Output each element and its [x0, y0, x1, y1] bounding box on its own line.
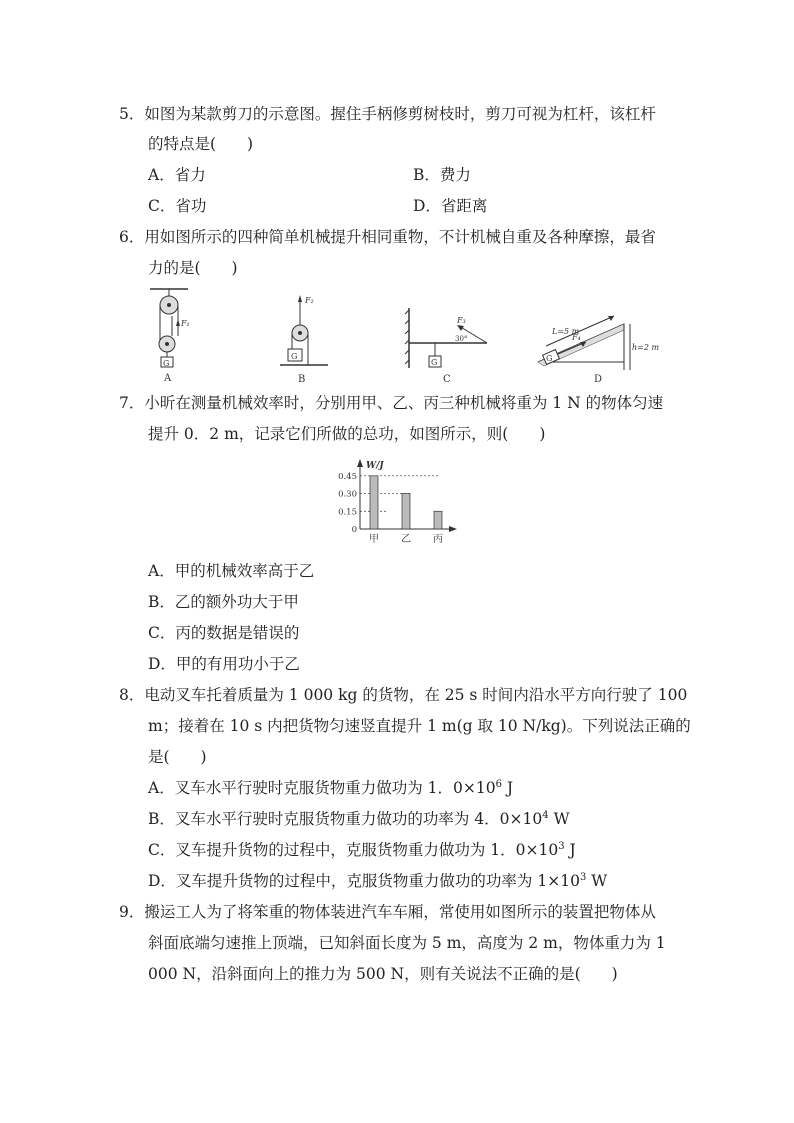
- q6-stem-line2: 力的是( ): [148, 259, 238, 277]
- q9-stem-line3: 000 N，沿斜面向上的推力为 500 N，则有关说法不正确的是( ): [148, 965, 618, 983]
- fig-d-height: h=2 m: [632, 343, 660, 352]
- q8-option-d: D．叉车提升货物的过程中，克服货物重力做功的功率为 $1\times 10^3$ W: [148, 871, 608, 890]
- chart-y-tick-label: 0: [351, 525, 357, 535]
- q5-option-d: D．省距离: [413, 197, 488, 215]
- fig-b-caption: B: [298, 374, 306, 385]
- q5-option-a: A．省力: [148, 166, 206, 184]
- chart-bar: [370, 476, 378, 529]
- q6-figure-b: [280, 293, 330, 386]
- fig-c-force: F₃: [457, 316, 466, 325]
- chart-bar: [402, 494, 410, 529]
- chart-x-tick-label: 丙: [433, 534, 443, 545]
- q5-option-c: C．省功: [148, 197, 207, 215]
- q7-option-b: B．乙的额外功大于甲: [148, 593, 299, 611]
- fig-b-force: F₂: [305, 296, 314, 305]
- fig-c-angle: 30°: [455, 335, 468, 343]
- q6-figure-d: [528, 300, 678, 386]
- q8-option-c: C．叉车提升货物的过程中，克服货物重力做功为 1．$0\times 10^3$ J: [148, 840, 576, 859]
- fig-d-weight: G: [546, 354, 553, 363]
- fig-d-force: F₄: [572, 333, 581, 342]
- fig-c-caption: C: [443, 374, 451, 385]
- chart-x-tick-label: 甲: [369, 534, 379, 545]
- q8-stem-line1: 8．电动叉车托着质量为 1 000 kg 的货物，在 25 s 时间内沿水平方向行驶了 100: [119, 686, 688, 704]
- fig-d-length: L=5 m: [552, 327, 580, 336]
- q5-option-b: B．费力: [413, 166, 471, 184]
- q6-stem-line1: 6．用如图所示的四种简单机械提升相同重物，不计机械自重及各种摩擦，最省: [119, 228, 656, 246]
- q8-option-a: A．叉车水平行驶时克服货物重力做功为 1．$0\times 10^6$ J: [148, 778, 514, 797]
- q8-option-b: B．叉车水平行驶时克服货物重力做功的功率为 4．$0\times 10^4$ W: [148, 809, 570, 828]
- q8-stem-line3: 是( ): [148, 748, 207, 766]
- q6-figure-c: [403, 306, 493, 386]
- chart-x-tick-label: 乙: [401, 534, 411, 545]
- fig-a-caption: A: [164, 373, 172, 384]
- fig-d-caption: D: [594, 374, 603, 385]
- chart-bar: [434, 511, 442, 529]
- q7-option-d: D．甲的有用功小于乙: [148, 655, 300, 673]
- q7-option-c: C．丙的数据是错误的: [148, 624, 300, 642]
- chart-y-tick-label: 0.45: [338, 471, 357, 482]
- q6-figure-a: [148, 286, 196, 386]
- chart-y-tick-label: 0.30: [338, 489, 357, 500]
- q8-stem-line2: m；接着在 10 s 内把货物匀速竖直提升 1 m(g 取 10 N/kg)。下列说法正确的: [148, 717, 691, 735]
- q5-stem-line1: 5．如图为某款剪刀的示意图。握住手柄修剪树枝时，剪刀可视为杠杆，该杠杆: [119, 105, 656, 123]
- fig-a-weight: G: [163, 359, 170, 368]
- fig-b-weight: G: [291, 352, 298, 361]
- q9-stem-line2: 斜面底端匀速推上顶端，已知斜面长度为 5 m，高度为 2 m，物体重力为 1: [148, 934, 666, 952]
- chart-y-tick-label: 0.15: [338, 507, 357, 518]
- chart-ylabel: W/J: [366, 461, 384, 471]
- q9-stem-line1: 9．搬运工人为了将笨重的物体装进汽车车厢，常使用如图所示的装置把物体从: [119, 903, 656, 921]
- q7-option-a: A．甲的机械效率高于乙: [148, 562, 315, 580]
- q7-stem-line2: 提升 0．2 m，记录它们所做的总功，如图所示，则( ): [148, 425, 546, 443]
- fig-c-weight: G: [431, 358, 438, 367]
- q7-stem-line1: 7．小昕在测量机械效率时，分别用甲、乙、丙三种机械将重为 1 N 的物体匀速: [119, 394, 664, 412]
- fig-a-force: F₁: [181, 319, 190, 328]
- q7-work-bar-chart: [330, 456, 460, 546]
- q5-stem-line2: 的特点是( ): [148, 135, 254, 153]
